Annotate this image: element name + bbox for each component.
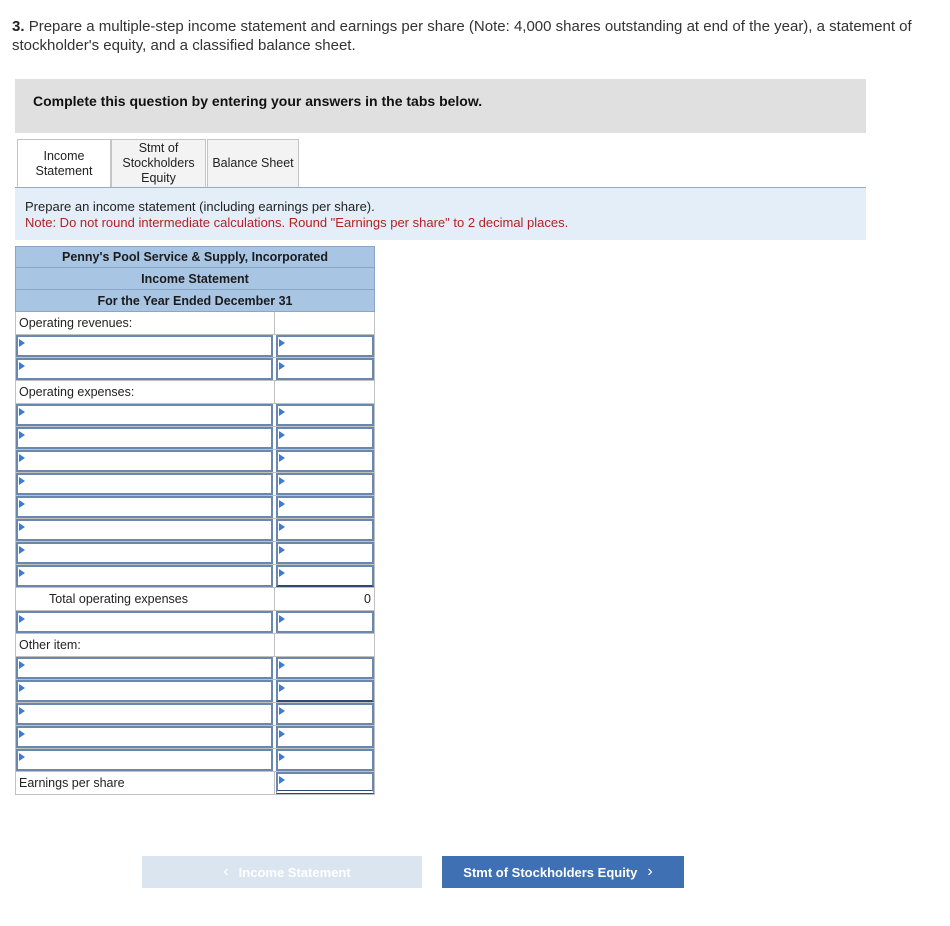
dropdown-arrow-icon [279, 615, 285, 623]
amount-input[interactable] [276, 335, 374, 357]
tab-label: Income Statement [35, 149, 93, 178]
dropdown-arrow-icon [19, 431, 25, 439]
tab-income-statement[interactable] [17, 139, 111, 188]
statement-period: For the Year Ended December 31 [15, 290, 375, 312]
dropdown-arrow-icon [279, 753, 285, 761]
other-item-label: Other item: [16, 634, 275, 656]
operating-expenses-label: Operating expenses: [16, 381, 275, 403]
rounding-note: Note: Do not round intermediate calculations. Round "Earnings per share" to 2 decimal places. [25, 215, 569, 230]
dropdown-arrow-icon [279, 684, 285, 692]
account-dropdown[interactable] [16, 726, 273, 748]
company-name: Penny's Pool Service & Supply, Incorporated [15, 246, 375, 268]
previous-tab-button[interactable] [142, 856, 422, 888]
account-dropdown[interactable] [16, 358, 273, 380]
instruction-banner [15, 79, 866, 133]
account-dropdown[interactable] [16, 749, 273, 771]
dropdown-arrow-icon [19, 454, 25, 462]
dropdown-arrow-icon [19, 546, 25, 554]
dropdown-arrow-icon [19, 730, 25, 738]
dropdown-arrow-icon [19, 707, 25, 715]
account-dropdown[interactable] [16, 496, 273, 518]
table-row [15, 542, 375, 565]
question-body: Prepare a multiple-step income statement and earnings per share (Note: 4,000 shares outstanding at end of the year), a statement of stockholder's equity, and a classified balance sheet. [12, 18, 912, 54]
tab-label: Balance Sheet [212, 156, 294, 170]
instructions-panel [15, 188, 866, 240]
section-row [15, 312, 375, 335]
table-row [15, 450, 375, 473]
table-row [15, 726, 375, 749]
amount-input[interactable] [276, 519, 374, 541]
total-row [15, 588, 375, 611]
dropdown-arrow-icon [279, 776, 285, 784]
dropdown-arrow-icon [279, 523, 285, 531]
amount-input[interactable] [276, 542, 374, 564]
dropdown-arrow-icon [19, 523, 25, 531]
total-operating-expenses-label: Total operating expenses [16, 588, 275, 610]
dropdown-arrow-icon [19, 477, 25, 485]
table-row [15, 657, 375, 680]
dropdown-arrow-icon [279, 546, 285, 554]
question-number: 3. [12, 18, 25, 35]
next-tab-button[interactable] [442, 856, 684, 888]
account-dropdown[interactable] [16, 657, 273, 679]
account-dropdown[interactable] [16, 542, 273, 564]
amount-input[interactable] [276, 358, 374, 380]
dropdown-arrow-icon [279, 339, 285, 347]
eps-label: Earnings per share [16, 772, 275, 794]
eps-row [15, 772, 375, 795]
table-row [15, 358, 375, 381]
section-row [15, 634, 375, 657]
income-statement-table [15, 246, 375, 795]
account-dropdown[interactable] [16, 335, 273, 357]
dropdown-arrow-icon [279, 362, 285, 370]
table-row [15, 335, 375, 358]
dropdown-arrow-icon [19, 753, 25, 761]
table-row [15, 519, 375, 542]
table-row [15, 565, 375, 588]
dropdown-arrow-icon [279, 454, 285, 462]
account-dropdown[interactable] [16, 450, 273, 472]
statement-title: Income Statement [15, 268, 375, 290]
table-row [15, 749, 375, 772]
amount-input[interactable] [276, 726, 374, 748]
tab-balance-sheet[interactable] [207, 139, 299, 187]
dropdown-arrow-icon [19, 569, 25, 577]
account-dropdown[interactable] [16, 427, 273, 449]
tab-label: Stmt of Stockholders Equity [122, 141, 195, 185]
account-dropdown[interactable] [16, 519, 273, 541]
instruction-line: Prepare an income statement (including earnings per share). [25, 199, 375, 214]
previous-tab-label: Income Statement [238, 864, 351, 880]
table-row [15, 680, 375, 703]
table-row [15, 427, 375, 450]
amount-input[interactable] [276, 496, 374, 518]
amount-input[interactable] [276, 427, 374, 449]
dropdown-arrow-icon [19, 408, 25, 416]
dropdown-arrow-icon [19, 615, 25, 623]
dropdown-arrow-icon [279, 569, 285, 577]
dropdown-arrow-icon [279, 500, 285, 508]
account-dropdown[interactable] [16, 680, 273, 702]
tab-stmt-stockholders-equity[interactable] [111, 139, 206, 187]
table-row [15, 703, 375, 726]
amount-input[interactable] [276, 611, 374, 633]
dropdown-arrow-icon [19, 661, 25, 669]
amount-input[interactable] [276, 749, 374, 771]
amount-input[interactable] [276, 703, 374, 725]
amount-input[interactable] [276, 565, 374, 587]
dropdown-arrow-icon [279, 408, 285, 416]
value-cell [275, 381, 374, 403]
table-row [15, 611, 375, 634]
dropdown-arrow-icon [19, 500, 25, 508]
amount-input[interactable] [276, 680, 374, 702]
table-row [15, 473, 375, 496]
dropdown-arrow-icon [279, 661, 285, 669]
chevron-right-icon: › [647, 863, 653, 880]
amount-input[interactable] [276, 404, 374, 426]
dropdown-arrow-icon [279, 477, 285, 485]
amount-input[interactable] [276, 450, 374, 472]
chevron-left-icon: ‹ [223, 863, 229, 880]
amount-input[interactable] [276, 473, 374, 495]
banner-text: Complete this question by entering your answers in the tabs below. [33, 93, 483, 109]
dropdown-arrow-icon [279, 730, 285, 738]
eps-input[interactable] [276, 772, 374, 794]
total-operating-expenses-value: 0 [364, 592, 371, 606]
table-row [15, 496, 375, 519]
account-dropdown[interactable] [16, 404, 273, 426]
account-dropdown[interactable] [16, 703, 273, 725]
value-cell [275, 634, 374, 656]
operating-revenues-label: Operating revenues: [16, 312, 275, 334]
question-text [12, 17, 942, 55]
amount-input[interactable] [276, 657, 374, 679]
account-dropdown[interactable] [16, 473, 273, 495]
account-dropdown[interactable] [16, 565, 273, 587]
dropdown-arrow-icon [279, 707, 285, 715]
section-row [15, 381, 375, 404]
table-row [15, 404, 375, 427]
dropdown-arrow-icon [19, 362, 25, 370]
account-dropdown[interactable] [16, 611, 273, 633]
next-tab-label: Stmt of Stockholders Equity [463, 864, 638, 880]
dropdown-arrow-icon [19, 684, 25, 692]
value-cell [275, 312, 374, 334]
dropdown-arrow-icon [19, 339, 25, 347]
dropdown-arrow-icon [279, 431, 285, 439]
